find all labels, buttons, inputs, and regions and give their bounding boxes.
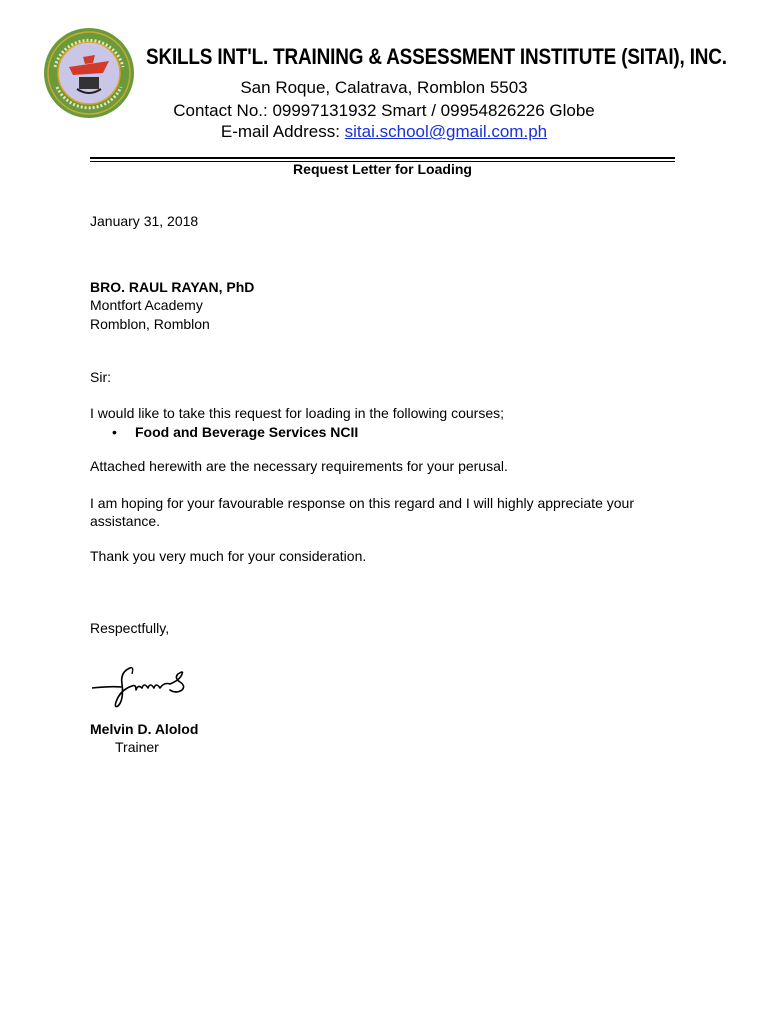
- signer-title: Trainer: [115, 739, 159, 755]
- thanks-paragraph: Thank you very much for your consideration.: [90, 548, 367, 564]
- intro-paragraph: I would like to take this request for loading in the following courses;: [90, 405, 505, 421]
- request-paragraph-line2: assistance.: [90, 513, 161, 529]
- organization-address: [0, 78, 768, 98]
- contact-numbers: Contact No.: 09997131932 Smart / 09954826226 Globe: [173, 101, 595, 120]
- recipient-location: Romblon, Romblon: [90, 316, 210, 332]
- bullet-icon: •: [112, 424, 117, 440]
- course-list-item: [112, 423, 358, 441]
- email-link[interactable]: sitai.school@gmail.com.ph: [344, 122, 548, 141]
- attachment-paragraph: Attached herewith are the necessary requirements for your perusal.: [90, 458, 508, 474]
- recipient-name: BRO. RAUL RAYAN, PhD: [90, 279, 255, 295]
- closing: Respectfully,: [90, 620, 170, 636]
- address-text: San Roque, Calatrava, Romblon 5503: [240, 78, 528, 97]
- request-paragraph-line1: I am hoping for your favourable response on this regard and I will highly appreciate your: [90, 495, 634, 511]
- organization-name: SKILLS INT'L. TRAINING & ASSESSMENT INSTITUTE (SITAI), INC.: [146, 44, 727, 69]
- letter-subject: Request Letter for Loading: [293, 161, 472, 177]
- salutation: Sir:: [90, 369, 111, 385]
- handwritten-signature: [90, 660, 190, 710]
- signer-name: Melvin D. Alolod: [90, 721, 199, 737]
- recipient-organization: Montfort Academy: [90, 297, 203, 313]
- email-line: [0, 122, 768, 142]
- course-name: Food and Beverage Services NCII: [135, 424, 359, 440]
- letter-date: January 31, 2018: [90, 213, 199, 229]
- header-divider-thick: [90, 157, 675, 159]
- email-label: E-mail Address:: [220, 122, 345, 141]
